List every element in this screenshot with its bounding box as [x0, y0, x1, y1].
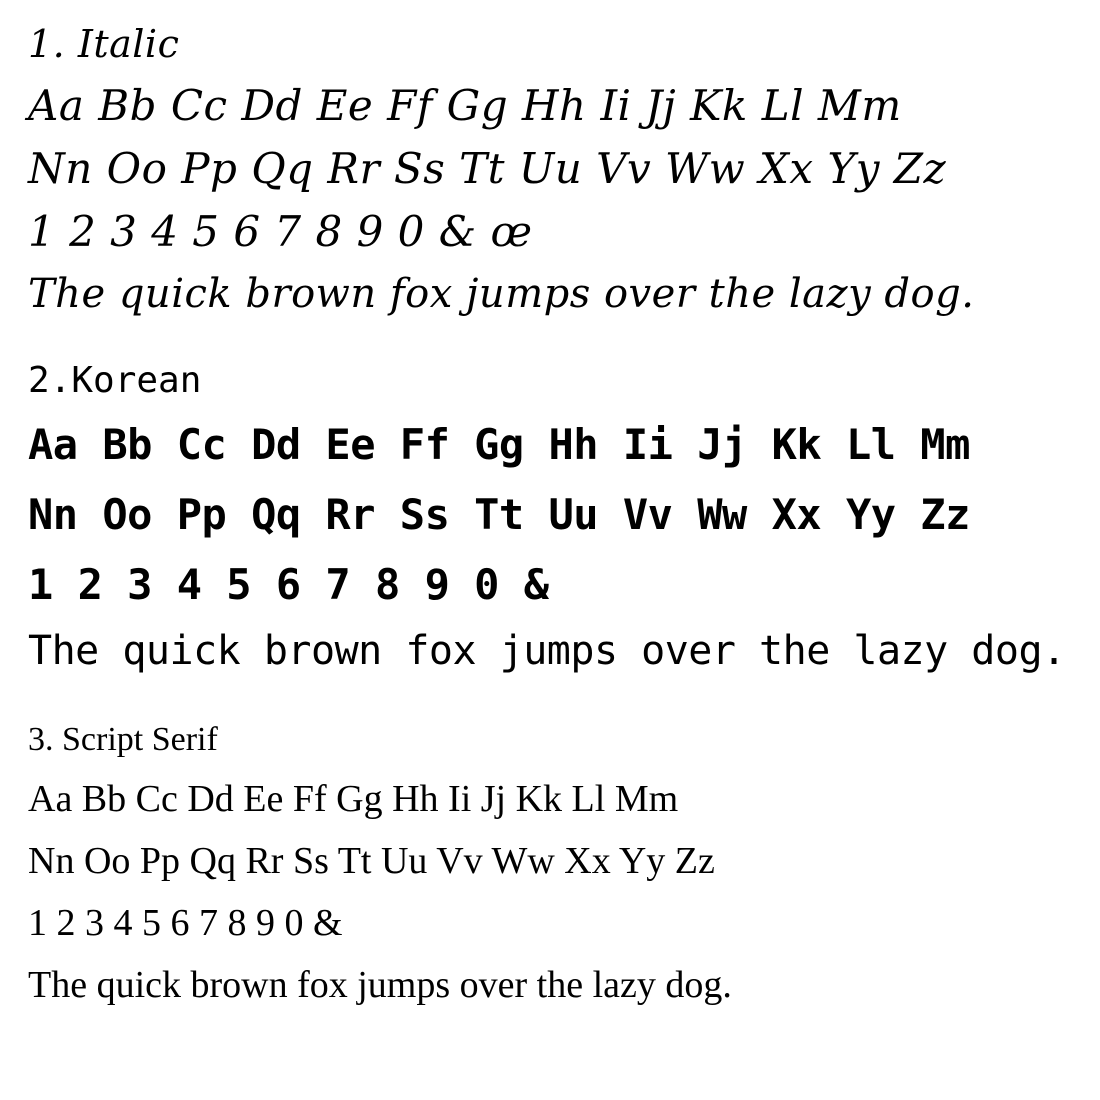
specimen-alphabet-line-2: Nn Oo Pp Qq Rr Ss Tt Uu Vv Ww Xx Yy Zz — [28, 490, 970, 539]
specimen-heading: 1. Italic — [28, 22, 180, 66]
specimen-heading: 3. Script Serif — [28, 721, 218, 758]
specimen-pangram-line: The quick brown fox jumps over the lazy dog. — [28, 628, 1066, 674]
specimen-alphabet-line-1: Aa Bb Cc Dd Ee Ff Gg Hh Ii Jj Kk Ll Mm — [28, 420, 970, 469]
specimen-numerals-line: 1 2 3 4 5 6 7 8 9 0 & œ — [28, 207, 533, 256]
specimen-alphabet-line-1: Aa Bb Cc Dd Ee Ff Gg Hh Ii Jj Kk Ll Mm — [28, 81, 902, 130]
specimen-pangram-line: The quick brown fox jumps over the lazy dog. — [28, 964, 732, 1006]
specimen-italic — [28, 14, 1080, 326]
specimen-alphabet-line-2: Nn Oo Pp Qq Rr Ss Tt Uu Vv Ww Xx Yy Zz — [28, 144, 947, 193]
specimen-alphabet-line-1: Aa Bb Cc Dd Ee Ff Gg Hh Ii Jj Kk Ll Mm — [28, 778, 679, 820]
specimen-alphabet-line-2: Nn Oo Pp Qq Rr Ss Tt Uu Vv Ww Xx Yy Zz — [28, 840, 715, 882]
specimen-pangram-line: The quick brown fox jumps over the lazy dog. — [28, 271, 975, 317]
specimen-numerals-line: 1 2 3 4 5 6 7 8 9 0 & — [28, 902, 343, 944]
specimen-script-serif — [28, 712, 1080, 1016]
specimen-heading: 2.Korean — [28, 360, 202, 401]
specimen-numerals-line: 1 2 3 4 5 6 7 8 9 0 & — [28, 560, 549, 609]
specimen-korean — [28, 352, 1080, 682]
